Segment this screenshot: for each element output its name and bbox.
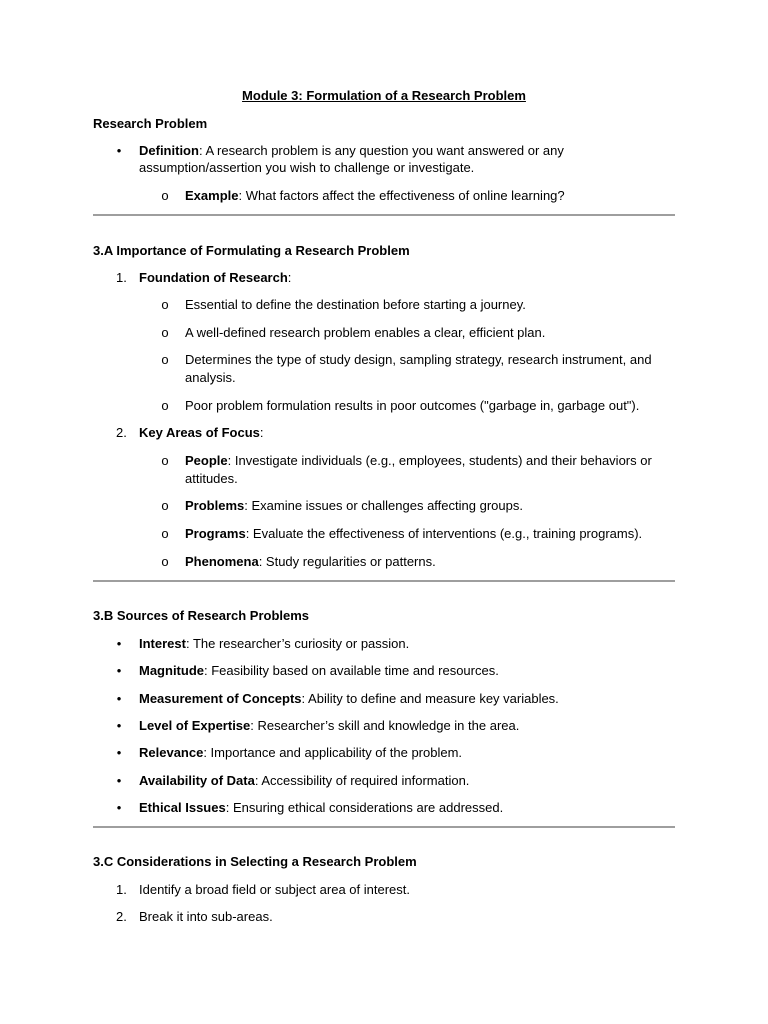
relevance-term: Relevance <box>139 745 204 760</box>
people-term: People <box>185 453 228 468</box>
list-item-interest <box>139 635 409 652</box>
magnitude-term: Magnitude <box>139 663 204 678</box>
bullet-icon: • <box>116 800 122 815</box>
measurement-text: : Ability to define and measure key variables. <box>301 691 559 706</box>
definition-text: : A research problem is any question you want answered or any <box>198 143 564 158</box>
programs-term: Programs <box>185 526 246 541</box>
list-item: Break it into sub-areas. <box>139 909 273 924</box>
document-title: Module 3: Formulation of a Research Problem <box>242 88 526 103</box>
key-areas-term: Key Areas of Focus <box>139 425 260 440</box>
programs-text: : Evaluate the effectiveness of interventions (e.g., training programs). <box>245 526 643 541</box>
section-divider <box>93 214 675 216</box>
definition-line <box>139 142 564 159</box>
bullet-icon: • <box>116 663 122 678</box>
list-number: 1. <box>116 882 127 897</box>
phenomena-term: Phenomena <box>185 554 259 569</box>
list-item-key-areas <box>139 424 264 441</box>
interest-term: Interest <box>139 636 186 651</box>
list-item-measurement <box>139 690 559 707</box>
list-number: 2. <box>116 909 127 924</box>
ethical-text: : Ensuring ethical considerations are addressed. <box>225 800 504 815</box>
sub-list-item-continued: attitudes. <box>185 471 238 486</box>
phenomena-text: : Study regularities or patterns. <box>258 554 436 569</box>
section-b-heading: 3.B Sources of Research Problems <box>93 608 310 623</box>
sub-list-item-continued: analysis. <box>185 370 236 385</box>
section-c-heading: 3.C Considerations in Selecting a Research Problem <box>93 854 417 869</box>
sub-bullet-icon: o <box>161 398 169 413</box>
definition-line-continued: assumption/assertion you wish to challenge or investigate. <box>139 160 475 175</box>
availability-text: : Accessibility of required information. <box>254 773 470 788</box>
research-problem-heading: Research Problem <box>93 116 208 131</box>
list-item-expertise <box>139 717 519 734</box>
sub-bullet-icon: o <box>161 352 169 367</box>
expertise-text: : Researcher’s skill and knowledge in the area. <box>250 718 520 733</box>
sub-list-item-programs <box>185 525 642 542</box>
list-number: 1. <box>116 270 127 285</box>
sub-bullet-icon: o <box>161 498 169 513</box>
availability-term: Availability of Data <box>139 773 255 788</box>
example-line <box>185 187 565 204</box>
bullet-icon: • <box>116 745 122 760</box>
section-divider <box>93 826 675 828</box>
people-text: : Investigate individuals (e.g., employees, students) and their behaviors or <box>227 453 652 468</box>
sub-bullet-icon: o <box>161 325 169 340</box>
list-item-availability <box>139 772 469 789</box>
sub-bullet-icon: o <box>161 297 169 312</box>
section-divider <box>93 580 675 582</box>
sub-list-item-phenomena <box>185 553 436 570</box>
list-item-ethical <box>139 799 503 816</box>
bullet-icon: • <box>116 773 122 788</box>
bullet-icon: • <box>116 691 122 706</box>
relevance-text: : Importance and applicability of the problem. <box>203 745 463 760</box>
measurement-term: Measurement of Concepts <box>139 691 302 706</box>
sub-list-item: Determines the type of study design, sampling strategy, research instrument, and <box>185 352 652 367</box>
bullet-icon: • <box>116 718 122 733</box>
sub-list-item-people <box>185 452 652 469</box>
list-number: 2. <box>116 425 127 440</box>
ethical-term: Ethical Issues <box>139 800 226 815</box>
sub-list-item: Poor problem formulation results in poor outcomes ("garbage in, garbage out"). <box>185 398 640 413</box>
sub-bullet-icon: o <box>161 188 169 203</box>
expertise-term: Level of Expertise <box>139 718 251 733</box>
magnitude-text: : Feasibility based on available time and resources. <box>204 663 499 678</box>
example-term: Example <box>185 188 239 203</box>
sub-list-item-problems <box>185 497 523 514</box>
example-text: : What factors affect the effectiveness of online learning? <box>238 188 565 203</box>
section-a-heading: 3.A Importance of Formulating a Research Problem <box>93 243 410 258</box>
list-item-foundation <box>139 269 291 286</box>
list-item-relevance <box>139 744 462 761</box>
problems-term: Problems <box>185 498 245 513</box>
sub-list-item: Essential to define the destination before starting a journey. <box>185 297 526 312</box>
bullet-icon: • <box>116 636 122 651</box>
definition-term: Definition <box>139 143 199 158</box>
sub-bullet-icon: o <box>161 526 169 541</box>
foundation-term: Foundation of Research <box>139 270 288 285</box>
problems-text: : Examine issues or challenges affecting groups. <box>244 498 523 513</box>
bullet-icon: • <box>116 143 122 158</box>
sub-bullet-icon: o <box>161 554 169 569</box>
list-item: Identify a broad field or subject area of interest. <box>139 882 410 897</box>
sub-bullet-icon: o <box>161 453 169 468</box>
foundation-colon: : <box>287 270 292 285</box>
sub-list-item: A well-defined research problem enables a clear, efficient plan. <box>185 325 546 340</box>
list-item-magnitude <box>139 662 499 679</box>
key-areas-colon: : <box>259 425 264 440</box>
interest-text: : The researcher’s curiosity or passion. <box>185 636 410 651</box>
